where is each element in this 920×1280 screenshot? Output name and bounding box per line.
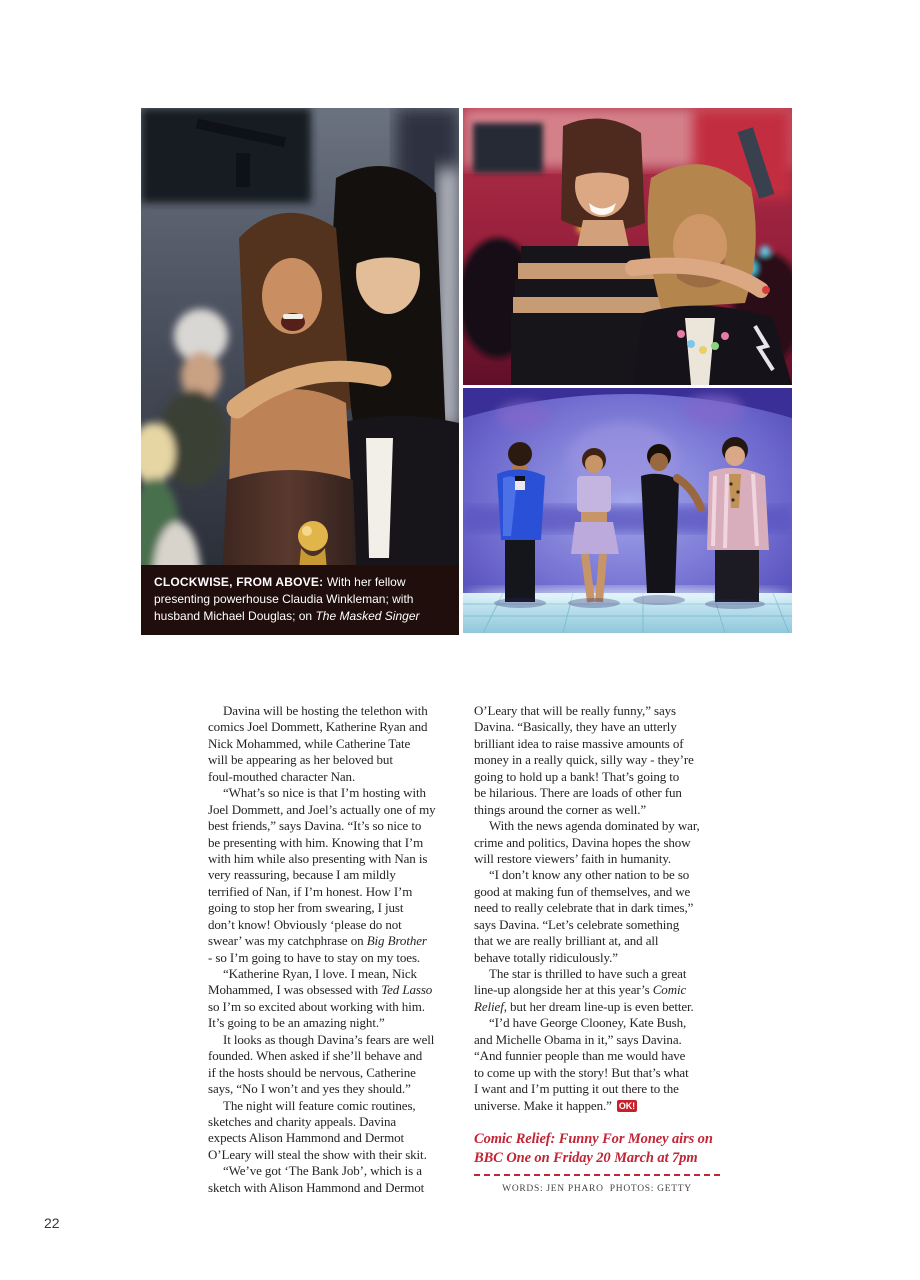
article-column-2: [474, 703, 720, 1197]
body-text: universe. Make it happen.”: [474, 1097, 612, 1113]
body-text: “We’ve got ‘The Bank Job’, which is a: [223, 1163, 422, 1179]
body-text: crime and politics, Davina hopes the show: [474, 834, 691, 850]
photo-davina-michael-douglas: [463, 108, 792, 385]
article-line: [474, 802, 720, 818]
article-line: [208, 1130, 454, 1146]
article-line: [474, 1098, 720, 1114]
article-line: [474, 982, 720, 998]
article-line: [474, 736, 720, 752]
article-line: [474, 835, 720, 851]
photo-party-art: [463, 108, 792, 385]
article-line: [208, 1032, 454, 1048]
credits-line: WORDS: JEN PHARO PHOTOS: GETTY: [502, 1183, 692, 1194]
body-text: It looks as though Davina’s fears are well: [223, 1031, 435, 1047]
photo-davina-claudia-backstage: [141, 108, 459, 635]
article-line: [208, 851, 454, 867]
photo-masked-singer-panel: [463, 388, 792, 633]
italic-title: Ted Lasso: [381, 982, 433, 998]
body-text: says Davina. “Let’s celebrate something: [474, 916, 680, 932]
article-line: [474, 1048, 720, 1064]
article-line: [208, 999, 454, 1015]
body-text: “What’s so nice is that I’m hosting with: [223, 785, 426, 801]
body-text: good at making fun of themselves, and we: [474, 883, 691, 899]
body-text: best friends,” says Davina. “It’s so nice to: [208, 818, 422, 834]
article-line: [208, 752, 454, 768]
body-text: will restore viewers’ faith in humanity.: [474, 850, 672, 866]
caption-segment: With her fellow presenting powerhouse Claudia Winkleman; with husband Michael Douglas; on: [154, 575, 414, 623]
body-text: The star is thrilled to have such a great: [489, 966, 687, 981]
dashed-divider: [474, 1174, 720, 1176]
body-text: things around the corner as well.”: [474, 801, 647, 817]
body-text: “And funnier people than me would have: [474, 1048, 686, 1064]
article-line: [474, 818, 720, 834]
body-text: money in a really quick, silly way - they’re: [474, 752, 694, 768]
body-text: “I don’t know any other nation to be so: [489, 867, 690, 883]
article-line: [208, 835, 454, 851]
page-number: 22: [44, 1215, 60, 1231]
body-text: I want and I’m putting it out there to the: [474, 1081, 679, 1097]
body-text: “I’d have George Clooney, Kate Bush,: [489, 1015, 687, 1031]
article-line: [208, 703, 454, 719]
caption-segment: The Masked Singer: [315, 609, 420, 623]
article-line: [474, 900, 720, 916]
article-line: [208, 867, 454, 883]
body-text: with him while also presenting with Nan is: [208, 850, 428, 866]
article-line: [208, 719, 454, 735]
article-line: [208, 1081, 454, 1097]
body-text: behave totally ridiculously.”: [474, 949, 618, 965]
body-text: “Katherine Ryan, I love. I mean, Nick: [223, 966, 417, 981]
article-line: [474, 1081, 720, 1097]
italic-title: Relief: [474, 998, 504, 1014]
article-line: [474, 950, 720, 966]
body-text: brilliant idea to raise massive amounts of: [474, 735, 684, 751]
body-text: be hilarious. There are loads of other fun: [474, 785, 682, 801]
article-line: [474, 1065, 720, 1081]
article-line: [474, 851, 720, 867]
body-text: terrified of Nan, if I’m honest. How I’m: [208, 883, 413, 899]
article-line: [474, 933, 720, 949]
article-line: [208, 900, 454, 916]
article-line: [208, 785, 454, 801]
body-text: - so I’m going to have to stay on my toes.: [208, 949, 421, 965]
body-text: The night will feature comic routines,: [223, 1097, 416, 1113]
body-text: expects Alison Hammond and Dermot: [208, 1130, 404, 1146]
body-text: founded. When asked if she’ll behave and: [208, 1048, 423, 1064]
body-text: sketches and charity appeals. Davina: [208, 1113, 397, 1129]
body-text: will be appearing as her beloved but: [208, 752, 393, 768]
article-line: [208, 884, 454, 900]
article-line: [474, 1015, 720, 1031]
article-line: [208, 1147, 454, 1163]
signoff-line: BBC One on Friday 20 March at 7pm: [474, 1149, 698, 1166]
body-text: foul-mouthed character Nan.: [208, 768, 356, 784]
article-column-1: [208, 703, 454, 1196]
body-text: Joel Dommett, and Joel’s actually one of my: [208, 801, 436, 817]
article-line: [474, 785, 720, 801]
body-text: going to stop her from swearing, I just: [208, 900, 404, 916]
body-text: need to really celebrate that in dark times,”: [474, 900, 694, 916]
article-line: [208, 950, 454, 966]
article-line: [208, 1098, 454, 1114]
article-line: [474, 1032, 720, 1048]
article-line: [474, 867, 720, 883]
body-text: if the hosts should be nervous, Catherine: [208, 1064, 416, 1080]
caption-text: [154, 575, 420, 623]
ok-magazine-badge: OK!: [618, 1100, 636, 1111]
article-line: [474, 769, 720, 785]
article-line: [208, 1048, 454, 1064]
body-text: that we are really brilliant at, and all: [474, 933, 659, 949]
body-text: be presenting with him. Knowing that I’m: [208, 834, 424, 850]
body-text: don’t know! Obviously ‘please do not: [208, 916, 402, 932]
signoff-line: Comic Relief: Funny For Money airs on: [474, 1130, 713, 1147]
article-line: [208, 933, 454, 949]
body-text: O’Leary will steal the show with their skit.: [208, 1146, 427, 1162]
body-text: Davina will be hosting the telethon with: [223, 703, 428, 718]
body-text: , but her dream line-up is even better.: [503, 998, 694, 1014]
italic-title: Big Brother: [366, 933, 427, 949]
body-text: Mohammed, I was obsessed with: [208, 982, 382, 998]
article-line: [208, 1180, 454, 1196]
body-text: going to hold up a bank! That’s going to: [474, 768, 680, 784]
body-text: It’s going to be an amazing night.”: [208, 1015, 385, 1031]
photo-masked-singer-art: [463, 388, 792, 633]
body-text: O’Leary that will be really funny,” says: [474, 703, 677, 718]
article-line: [208, 769, 454, 785]
body-text: Davina. “Basically, they have an utterly: [474, 719, 677, 735]
article-line: [208, 736, 454, 752]
body-text: line-up alongside her at this year’s: [474, 982, 653, 998]
article-line: [208, 818, 454, 834]
article-line: [474, 966, 720, 982]
article-line: [474, 703, 720, 719]
article-line: [474, 884, 720, 900]
body-text: sketch with Alison Hammond and Dermot: [208, 1179, 425, 1195]
article-line: [474, 752, 720, 768]
body-text: says, “No I won’t and yes they should.”: [208, 1081, 411, 1097]
article-line: [208, 1114, 454, 1130]
caption-label: CLOCKWISE, FROM ABOVE:: [154, 575, 327, 589]
body-text: comics Joel Dommett, Katherine Ryan and: [208, 719, 428, 735]
article-line: [208, 1163, 454, 1179]
article-line: [474, 917, 720, 933]
body-text: to come up with the story! But that’s what: [474, 1064, 689, 1080]
broadcast-signoff: [474, 1130, 720, 1168]
body-text: swear’ was my catchphrase on: [208, 933, 367, 949]
italic-title: Comic: [652, 982, 687, 998]
article-line: [208, 966, 454, 982]
photo-caption: [141, 565, 459, 635]
photo-davina-claudia-art: [141, 108, 459, 635]
body-text: so I’m so excited about working with him.: [208, 998, 425, 1014]
article-line: [474, 719, 720, 735]
body-text: With the news agenda dominated by war,: [489, 818, 700, 834]
article-line: [474, 999, 720, 1015]
article-line: [208, 982, 454, 998]
body-text: Nick Mohammed, while Catherine Tate: [208, 735, 411, 751]
body-text: and Michelle Obama in it,” says Davina.: [474, 1031, 682, 1047]
article-line: [208, 1015, 454, 1031]
article-line: [208, 1065, 454, 1081]
body-text: very reassuring, because I am mildly: [208, 867, 396, 883]
article-line: [208, 802, 454, 818]
article-line: [208, 917, 454, 933]
